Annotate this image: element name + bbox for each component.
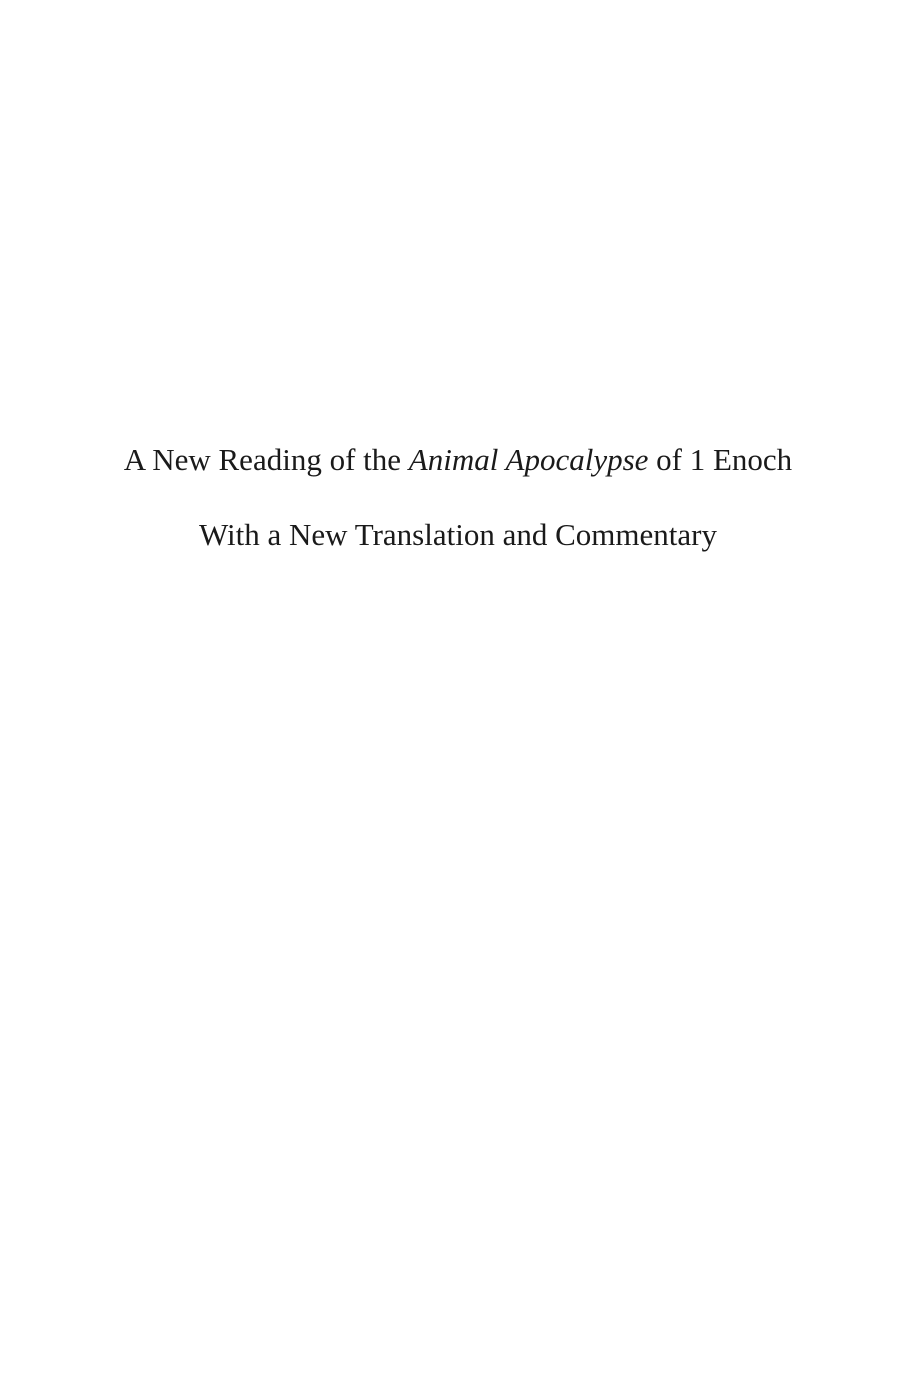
book-title-part1: A New Reading of the	[123, 442, 409, 477]
book-title-part2: of 1 Enoch	[648, 442, 793, 477]
book-title-italic: Animal Apocalypse	[408, 442, 649, 477]
book-title	[0, 440, 916, 480]
book-subtitle: With a New Translation and Commentary	[199, 517, 717, 552]
